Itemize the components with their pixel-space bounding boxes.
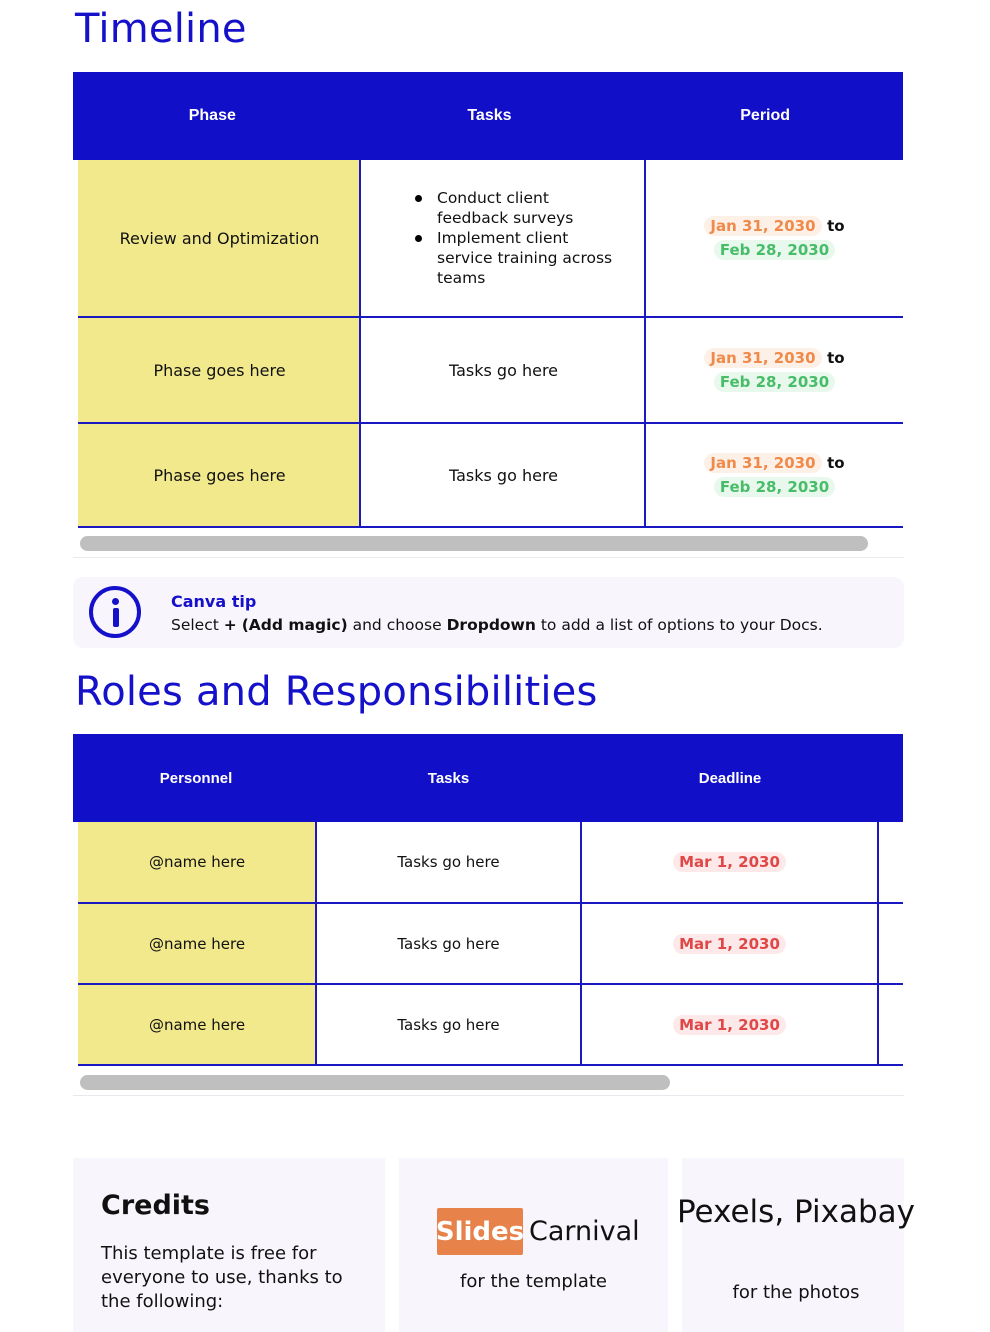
period-cell[interactable] bbox=[646, 424, 903, 526]
deadline-pill[interactable]: Mar 1, 2030 bbox=[673, 934, 786, 954]
personnel-cell[interactable]: @name here bbox=[78, 904, 316, 984]
header-tasks: Tasks bbox=[427, 769, 470, 787]
template-caption: for the template bbox=[460, 1271, 607, 1292]
table-row bbox=[78, 160, 903, 316]
grid-line bbox=[580, 822, 582, 1065]
canva-tip-callout bbox=[73, 577, 904, 648]
grid-line bbox=[78, 316, 903, 318]
grid-line bbox=[78, 422, 903, 424]
photos-card[interactable] bbox=[676, 1158, 916, 1332]
to-label: to bbox=[827, 349, 845, 367]
end-date-pill[interactable]: Feb 28, 2030 bbox=[714, 477, 835, 497]
personnel-cell[interactable]: @name here bbox=[78, 985, 316, 1065]
tasks-cell[interactable]: Tasks go here bbox=[361, 424, 646, 526]
grid-line bbox=[644, 160, 646, 527]
plus-icon: + bbox=[223, 616, 237, 634]
deadline-cell[interactable] bbox=[581, 904, 878, 984]
credits-title: Credits bbox=[101, 1190, 211, 1221]
header-deadline: Deadline bbox=[698, 769, 762, 787]
grid-line bbox=[877, 822, 879, 1065]
grid-line bbox=[359, 160, 361, 527]
start-date-pill[interactable]: Jan 31, 2030 bbox=[704, 453, 821, 473]
header-tasks: Tasks bbox=[467, 107, 512, 124]
credits-card bbox=[73, 1158, 385, 1332]
period-cell[interactable] bbox=[646, 318, 903, 422]
phase-cell[interactable]: Phase goes here bbox=[78, 424, 361, 526]
start-date-pill[interactable]: Jan 31, 2030 bbox=[704, 216, 821, 236]
header-period: Period bbox=[740, 107, 791, 124]
scrollbar-thumb[interactable] bbox=[80, 536, 868, 551]
deadline-cell[interactable] bbox=[581, 822, 878, 902]
task-list bbox=[413, 188, 613, 288]
roles-header-row bbox=[73, 734, 903, 822]
slidescarnival-wordmark: Carnival bbox=[529, 1216, 640, 1247]
horizontal-scrollbar[interactable] bbox=[73, 1066, 904, 1096]
table-row bbox=[78, 904, 878, 984]
timeline-title: Timeline bbox=[75, 6, 247, 52]
end-date-pill[interactable]: Feb 28, 2030 bbox=[714, 240, 835, 260]
scrollbar-thumb[interactable] bbox=[80, 1075, 670, 1090]
grid-line bbox=[78, 902, 903, 904]
table-row bbox=[78, 822, 878, 902]
phase-cell[interactable]: Review and Optimization bbox=[78, 160, 361, 316]
info-icon bbox=[89, 586, 141, 638]
grid-line bbox=[315, 822, 317, 1065]
header-personnel: Personnel bbox=[159, 769, 233, 787]
tasks-cell[interactable]: Tasks go here bbox=[361, 318, 646, 422]
photos-caption: for the photos bbox=[732, 1282, 860, 1303]
deadline-cell[interactable] bbox=[581, 985, 878, 1065]
to-label: to bbox=[827, 454, 845, 472]
timeline-table bbox=[73, 72, 904, 560]
credits-text: This template is free for everyone to use, thanks to the following: bbox=[101, 1243, 343, 1312]
photo-sources: Pexels, Pixabay bbox=[676, 1194, 916, 1230]
tip-text: Select + (Add magic) and choose Dropdown to add a list of options to your Docs. bbox=[171, 616, 823, 634]
list-item: Implement client service training across teams bbox=[413, 228, 613, 288]
table-row bbox=[78, 985, 878, 1065]
end-date-pill[interactable]: Feb 28, 2030 bbox=[714, 372, 835, 392]
start-date-pill[interactable]: Jan 31, 2030 bbox=[704, 348, 821, 368]
slidescarnival-logo: Slides bbox=[437, 1208, 523, 1255]
roles-title: Roles and Responsibilities bbox=[75, 669, 598, 715]
slidescarnival-card[interactable] bbox=[399, 1158, 668, 1332]
tip-title: Canva tip bbox=[171, 592, 257, 611]
tasks-cell[interactable]: Tasks go here bbox=[316, 822, 581, 902]
personnel-cell[interactable]: @name here bbox=[78, 822, 316, 902]
deadline-pill[interactable]: Mar 1, 2030 bbox=[673, 852, 786, 872]
grid-line bbox=[78, 983, 903, 985]
timeline-header-row bbox=[73, 72, 903, 160]
roles-table bbox=[73, 734, 904, 1098]
tasks-cell[interactable]: Tasks go here bbox=[316, 985, 581, 1065]
horizontal-scrollbar[interactable] bbox=[73, 528, 904, 558]
deadline-pill[interactable]: Mar 1, 2030 bbox=[673, 1015, 786, 1035]
tasks-cell[interactable] bbox=[361, 160, 646, 316]
tasks-cell[interactable]: Tasks go here bbox=[316, 904, 581, 984]
to-label: to bbox=[827, 217, 845, 235]
table-row bbox=[78, 424, 903, 526]
table-row bbox=[78, 318, 903, 422]
header-phase: Phase bbox=[188, 107, 236, 124]
period-cell[interactable] bbox=[646, 160, 903, 316]
phase-cell[interactable]: Phase goes here bbox=[78, 318, 361, 422]
list-item: Conduct client feedback surveys bbox=[413, 188, 593, 228]
